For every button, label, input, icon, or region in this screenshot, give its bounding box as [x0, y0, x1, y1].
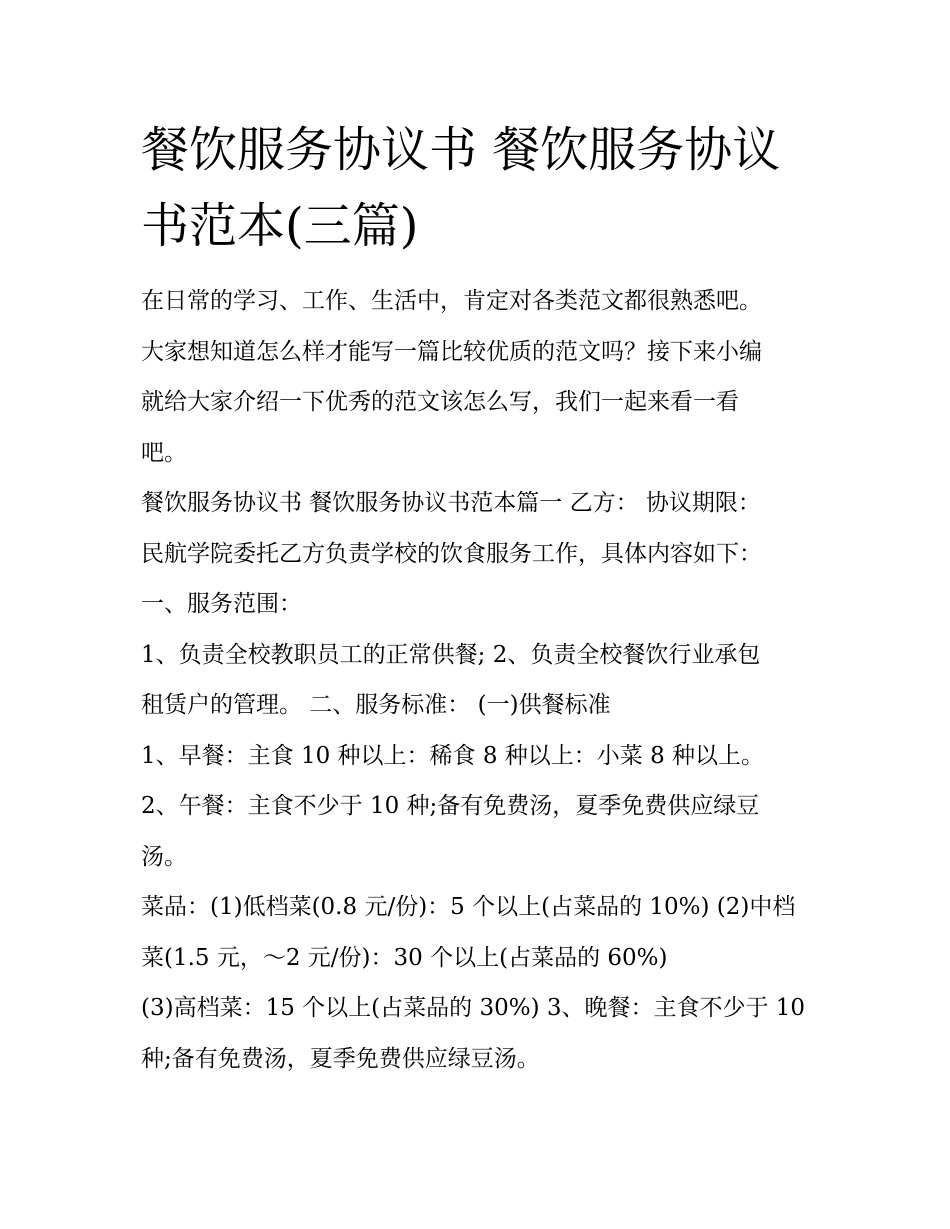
- body-line-4: 吧。: [141, 439, 187, 466]
- document-body: [141, 276, 821, 1084]
- title-line-1: 餐饮服务协议书 餐饮服务协议: [141, 122, 781, 178]
- body-line-5: 餐饮服务协议书 餐饮服务协议书范本篇一 乙方： 协议期限：: [141, 490, 761, 516]
- body-line-2: 大家想知道怎么样才能写一篇比较优质的范文吗？接下来小编: [141, 338, 762, 365]
- body-line-15: (3)高档菜：15 个以上(占菜品的 30%) 3、晚餐：主食不少于 10: [141, 995, 806, 1021]
- body-line-14: 菜(1.5 元，～2 元/份)：30 个以上(占菜品的 60%): [141, 944, 668, 971]
- body-line-7: 一、服务范围：: [141, 591, 302, 617]
- title-line-2: 书范本(三篇): [141, 198, 419, 254]
- body-line-13: 菜品：(1)低档菜(0.8 元/份)：5 个以上(占菜品的 10%) (2)中档: [141, 894, 796, 920]
- body-line-6: 民航学院委托乙方负责学校的饮食服务工作，具体内容如下：: [141, 540, 762, 567]
- body-line-11: 2、午餐：主食不少于 10 种;备有免费汤，夏季免费供应绿豆: [141, 793, 760, 819]
- body-line-12: 汤。: [141, 843, 187, 870]
- body-line-1: 在日常的学习、工作、生活中，肯定对各类范文都很熟悉吧。: [141, 288, 762, 314]
- document-title: [141, 112, 821, 264]
- body-line-16: 种;备有免费汤，夏季免费供应绿豆汤。: [141, 1045, 540, 1072]
- body-line-8: 1、负责全校教职员工的正常供餐; 2、负责全校餐饮行业承包: [141, 641, 761, 668]
- body-line-10: 1、早餐：主食 10 种以上：稀食 8 种以上：小菜 8 种以上。: [141, 742, 765, 769]
- body-line-3: 就给大家介绍一下优秀的范文该怎么写，我们一起来看一看: [141, 389, 739, 415]
- body-line-9: 租赁户的管理。 二、服务标准： (一)供餐标准: [141, 692, 611, 718]
